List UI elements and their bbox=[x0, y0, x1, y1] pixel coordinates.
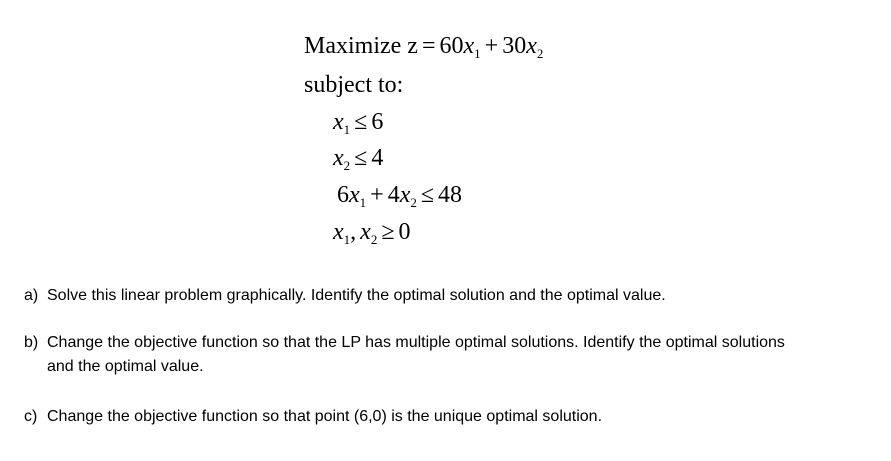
constraint-3-rhs: 48 bbox=[438, 182, 463, 208]
question-b-text-line-1: Change the objective function so that the LP has multiple optimal solutions. Identify the optimal solutions bbox=[47, 334, 785, 351]
nonnegativity-variable-1: x bbox=[333, 219, 344, 245]
constraint-1-rhs: 6 bbox=[371, 109, 384, 135]
question-b-text-line-2: and the optimal value. bbox=[47, 358, 204, 375]
question-a-label: a) bbox=[24, 287, 39, 304]
constraint-3-subscript-1: 1 bbox=[359, 195, 367, 210]
equals-sign: = bbox=[421, 33, 436, 59]
constraint-3-variable-1: x bbox=[349, 182, 360, 208]
subject-to-label: subject to: bbox=[304, 72, 404, 98]
objective-variable-2: x bbox=[526, 33, 537, 59]
objective-subscript-1: 1 bbox=[474, 46, 481, 61]
question-c-label: c) bbox=[24, 408, 38, 425]
question-c bbox=[24, 405, 864, 429]
constraint-2-rhs: 4 bbox=[371, 145, 384, 171]
constraint-3-relation: ≤ bbox=[420, 182, 435, 208]
nonnegativity-variable-2: x bbox=[360, 219, 371, 245]
nonnegativity-rhs: 0 bbox=[398, 219, 411, 245]
objective-coefficient-2: 30 bbox=[502, 33, 527, 59]
constraint-2-relation: ≤ bbox=[354, 145, 368, 171]
constraint-1-relation: ≤ bbox=[354, 109, 368, 135]
question-b bbox=[24, 331, 864, 379]
constraint-3-variable-2: x bbox=[399, 182, 411, 208]
objective-coefficient-1: 60 bbox=[439, 33, 464, 59]
constraint-3-coefficient-2: 4 bbox=[387, 182, 400, 208]
nonnegativity-comma: , bbox=[350, 219, 357, 245]
question-a-text: Solve this linear problem graphically. Identify the optimal solution and the optimal value. bbox=[47, 287, 666, 304]
constraint-2-variable: x bbox=[333, 145, 344, 171]
objective-variable-1: x bbox=[463, 33, 475, 59]
question-a bbox=[24, 284, 864, 308]
question-c-text: Change the objective function so that point (6,0) is the unique optimal solution. bbox=[47, 408, 603, 425]
nonnegativity-relation: ≥ bbox=[381, 219, 395, 245]
constraint-2-subscript: 2 bbox=[343, 158, 351, 173]
constraint-3-coefficient-1: 6 bbox=[337, 182, 349, 208]
plus-sign: + bbox=[484, 33, 499, 59]
objective-subscript-2: 2 bbox=[536, 46, 544, 61]
constraint-3-subscript-2: 2 bbox=[410, 195, 417, 210]
constraint-3-plus: + bbox=[370, 182, 384, 208]
nonnegativity-subscript-2: 2 bbox=[370, 232, 378, 247]
constraint-1-subscript: 1 bbox=[343, 122, 351, 137]
nonnegativity-subscript-1: 1 bbox=[343, 232, 351, 247]
question-b-label: b) bbox=[24, 334, 39, 351]
constraint-1-variable: x bbox=[333, 109, 344, 135]
objective-prefix: Maximize z bbox=[304, 33, 418, 59]
